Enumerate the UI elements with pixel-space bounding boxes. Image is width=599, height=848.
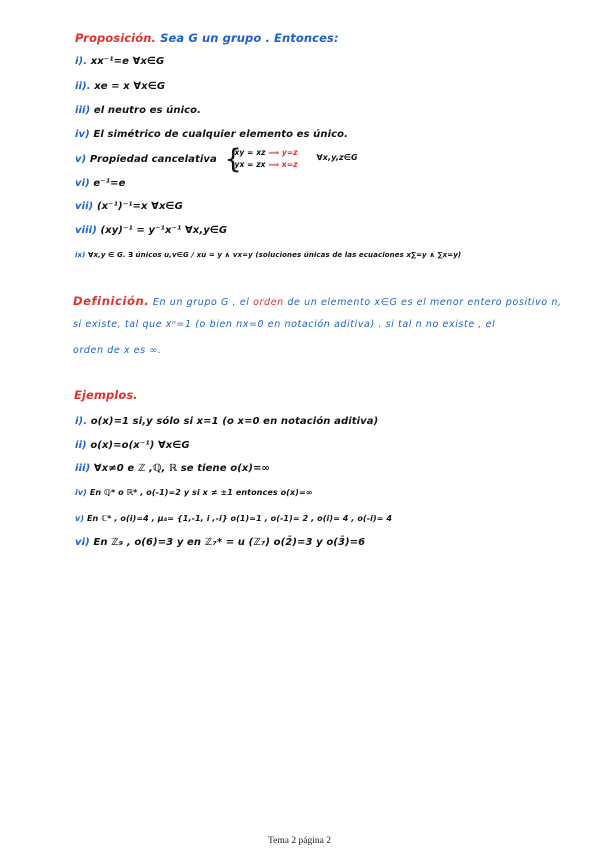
- item-number: ix): [75, 251, 86, 259]
- proposition-item: [75, 178, 126, 189]
- proposition-item: [75, 81, 165, 92]
- item-text: xe = x ∀x∈G: [94, 81, 166, 92]
- item-text: El simétrico de cualquier elemento es único.: [93, 129, 349, 140]
- item-number: vi): [75, 537, 90, 548]
- item-text: Propiedad cancelativa: [89, 154, 217, 165]
- left-brace: {: [224, 144, 242, 175]
- proposition-item: [75, 129, 348, 140]
- proposition-item: [75, 56, 164, 67]
- proposition-heading: [75, 31, 339, 45]
- page-footer: Tema 2 página 2: [268, 836, 331, 846]
- definition-title: Definición.: [73, 294, 150, 308]
- item-number: ii): [75, 440, 87, 451]
- definition-keyword: orden: [253, 297, 284, 308]
- item-number: viii): [75, 225, 97, 236]
- item-text: xx⁻¹=e ∀x∈G: [90, 56, 165, 67]
- item-text: o(x)=o(x⁻¹) ∀x∈G: [90, 440, 190, 451]
- cancel-quantifier: ∀x,y,z∈G: [316, 153, 358, 162]
- example-item: [75, 463, 270, 474]
- item-number: ii).: [75, 81, 91, 92]
- item-number: vi): [75, 178, 90, 189]
- item-number: iii): [75, 105, 91, 116]
- cancel-row-2: yx = zx ⟹ x=z: [234, 160, 298, 169]
- proposition-item: [75, 144, 384, 175]
- item-text: e⁻¹=e: [93, 178, 126, 189]
- proposition-intro: Sea G un grupo . Entonces:: [160, 31, 339, 45]
- proposition-item: [75, 105, 201, 116]
- example-item: [75, 488, 313, 497]
- item-number: iv): [75, 488, 87, 497]
- cancel-law-box: [224, 144, 384, 175]
- item-text: En ℤ₉ , o(6)=3 y en ℤ₇* = u (ℤ₇) o(2̄)=3 y o(3̄)=6: [93, 537, 366, 548]
- item-text: el neutro es único.: [93, 105, 202, 116]
- item-number: i).: [75, 56, 88, 67]
- example-item: [75, 537, 365, 548]
- item-number: iii): [75, 463, 91, 474]
- definition-line-1: Definición. En un grupo G , el orden de un elemento x∈G es el menor entero positivo n,: [73, 294, 562, 308]
- example-item: [75, 440, 190, 451]
- item-number: iv): [75, 129, 90, 140]
- definition-line-2: si existe, tal que xⁿ=1 (o bien nx=0 en notación aditiva) . si tal n no existe , el: [73, 319, 496, 330]
- item-text: ∀x≠0 e ℤ ,ℚ, ℝ se tiene o(x)=∞: [93, 463, 270, 474]
- cancel-row-1: xy = xz ⟹ y=z: [234, 148, 298, 157]
- item-text: ∀x,y ∈ G. ∃ únicos u,v∈G / xu = y ∧ vx=y (soluciones únicas de las ecuaciones x∑=y ∧ ∑x=y): [87, 251, 462, 259]
- item-number: v): [75, 514, 85, 523]
- proposition-item: [75, 225, 227, 236]
- item-text: En ℚ* o ℝ* , o(-1)=2 y si x ≠ ±1 entonces o(x)=∞: [89, 488, 313, 497]
- examples-title: Ejemplos.: [74, 388, 138, 402]
- item-text: (x⁻¹)⁻¹=x ∀x∈G: [96, 201, 183, 212]
- example-item: [75, 514, 392, 523]
- item-text: (xy)⁻¹ = y⁻¹x⁻¹ ∀x,y∈G: [100, 225, 228, 236]
- item-number: i).: [75, 416, 88, 427]
- proposition-item: [75, 251, 461, 259]
- item-number: vii): [75, 201, 94, 212]
- example-item: [75, 416, 378, 427]
- definition-line-3: orden de x es ∞.: [73, 345, 162, 356]
- item-text: o(x)=1 si,y sólo si x=1 (o x=0 en notación aditiva): [90, 416, 379, 427]
- item-number: v): [75, 154, 87, 165]
- cancel-rows: [234, 147, 297, 171]
- proposition-item: [75, 201, 183, 212]
- proposition-title: Proposición.: [75, 31, 156, 45]
- item-text: En ℂ* , o(i)=4 , μ₄= {1,-1, i ,-i} o(1)=1 , o(-1)= 2 , o(i)= 4 , o(-i)= 4: [86, 514, 393, 523]
